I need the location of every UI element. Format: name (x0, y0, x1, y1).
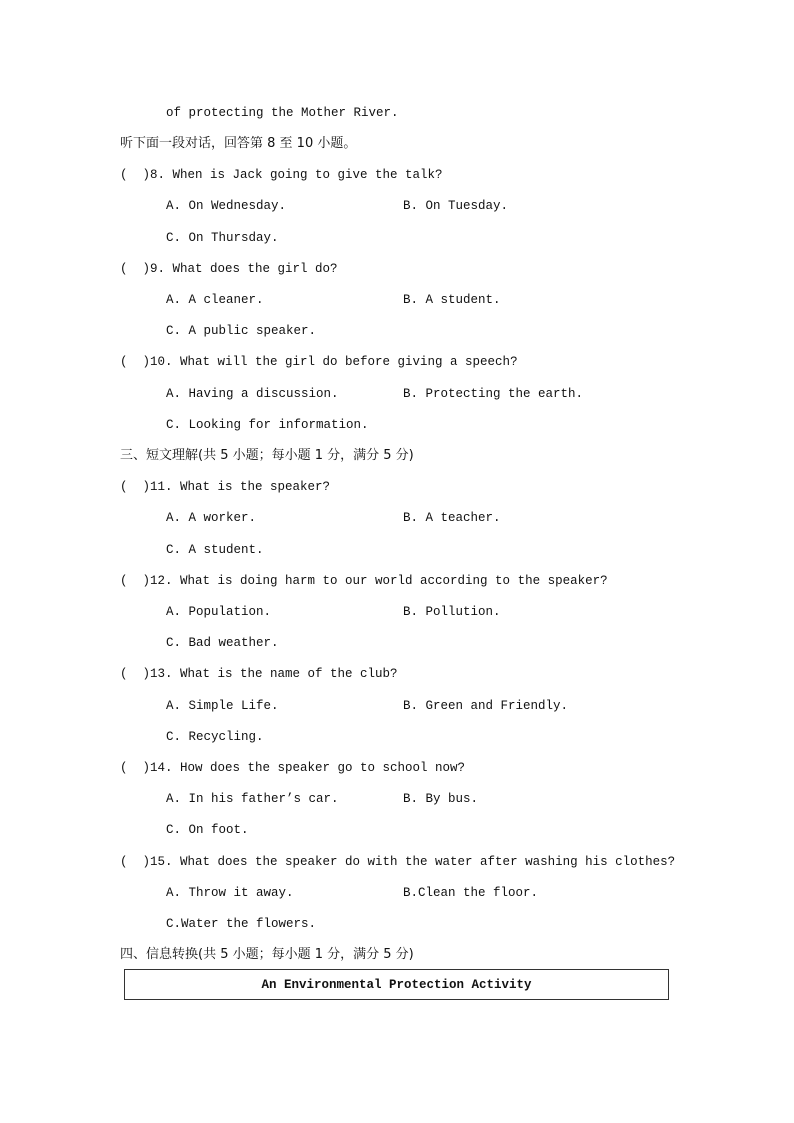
q12-option-a: A. Population. (166, 605, 272, 619)
q11-option-c: C. A student. (166, 543, 264, 557)
question-11: ( )11. What is the speaker? (120, 480, 331, 494)
q15-option-a: A. Throw it away. (166, 886, 294, 900)
question-15: ( )15. What does the speaker do with the water after washing his clothes? (120, 855, 676, 869)
q8-option-a: A. On Wednesday. (166, 199, 287, 213)
q13-option-a: A. Simple Life. (166, 699, 279, 713)
q11-option-a: A. A worker. (166, 511, 257, 525)
q8-option-b: B. On Tuesday. (403, 199, 509, 213)
question-13: ( )13. What is the name of the club? (120, 667, 398, 681)
q10-option-a: A. Having a discussion. (166, 387, 339, 401)
section3-heading: 三、短文理解(共 5 小题；每小题 1 分，满分 5 分) (120, 448, 414, 463)
q13-option-b: B. Green and Friendly. (403, 699, 569, 713)
q14-option-b: B. By bus. (403, 792, 479, 806)
question-14: ( )14. How does the speaker go to school now? (120, 761, 466, 775)
question-12: ( )12. What is doing harm to our world according to the speaker? (120, 574, 608, 588)
q10-option-b: B. Protecting the earth. (403, 387, 584, 401)
table-title: An Environmental Protection Activity (261, 978, 532, 992)
q9-option-c: C. A public speaker. (166, 324, 317, 338)
q14-option-a: A. In his father’s car. (166, 792, 339, 806)
question-10: ( )10. What will the girl do before giving a speech? (120, 355, 518, 369)
q12-option-b: B. Pollution. (403, 605, 501, 619)
q11-option-b: B. A teacher. (403, 511, 501, 525)
q9-option-a: A. A cleaner. (166, 293, 264, 307)
continuation-line: of protecting the Mother River. (166, 106, 399, 120)
info-table (124, 969, 669, 1000)
q9-option-b: B. A student. (403, 293, 501, 307)
q13-option-c: C. Recycling. (166, 730, 264, 744)
q8-option-c: C. On Thursday. (166, 231, 279, 245)
section4-heading: 四、信息转换(共 5 小题；每小题 1 分，满分 5 分) (120, 947, 414, 962)
question-9: ( )9. What does the girl do? (120, 262, 338, 276)
q15-option-c: C.Water the flowers. (166, 917, 317, 931)
listening-instruction: 听下面一段对话，回答第 8 至 10 小题。 (120, 136, 357, 151)
question-8: ( )8. When is Jack going to give the talk? (120, 168, 443, 182)
q14-option-c: C. On foot. (166, 823, 249, 837)
q12-option-c: C. Bad weather. (166, 636, 279, 650)
q10-option-c: C. Looking for information. (166, 418, 369, 432)
q15-option-b: B.Clean the floor. (403, 886, 539, 900)
